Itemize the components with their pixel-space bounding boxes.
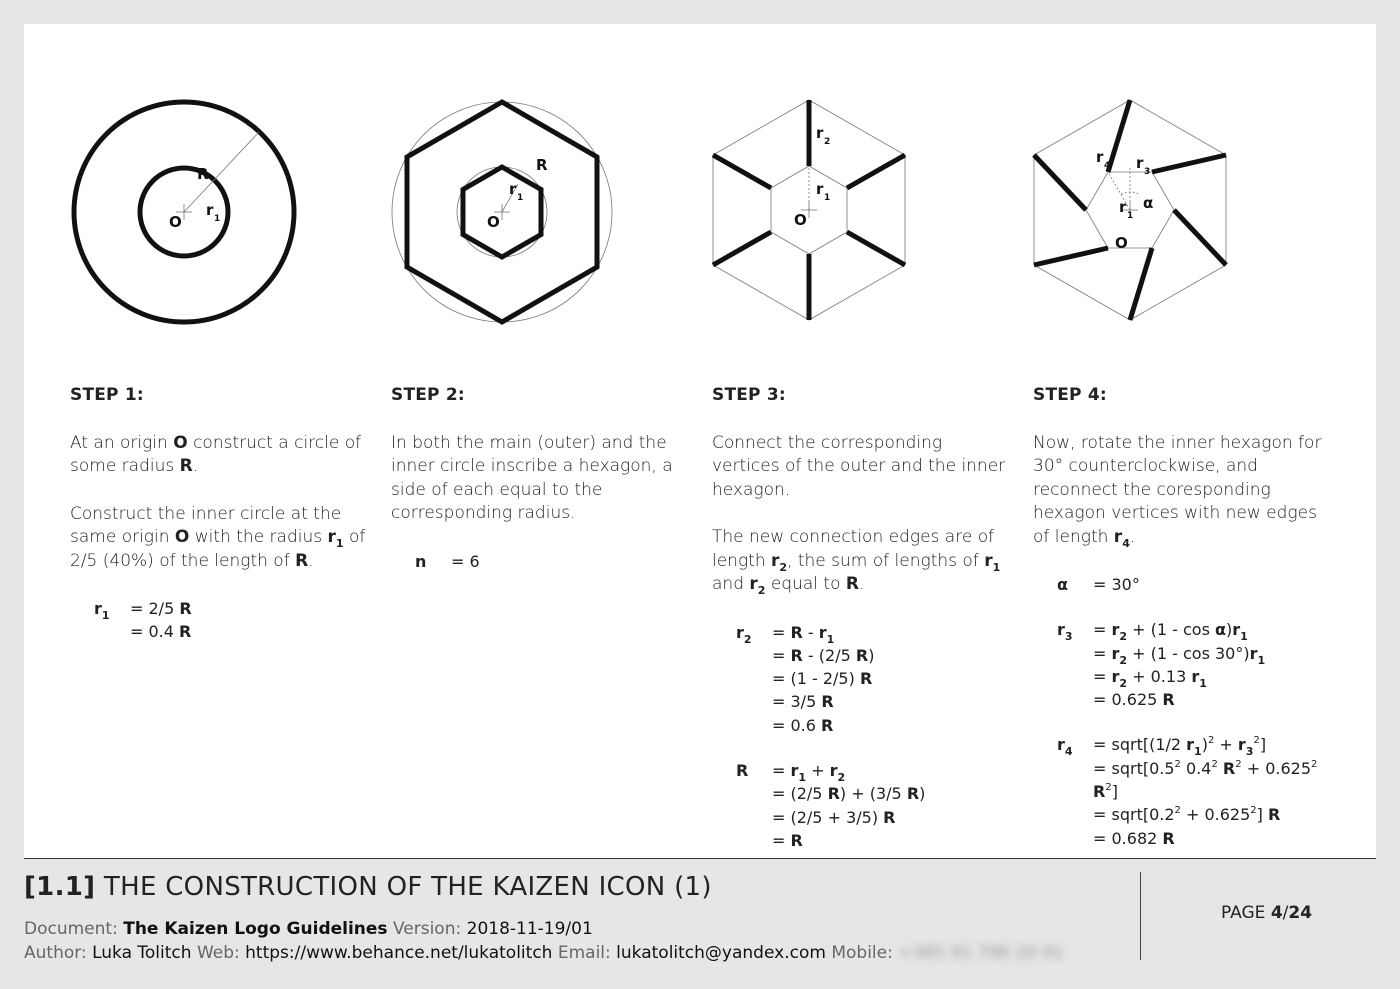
step1-title: STEP 1: xyxy=(70,385,144,405)
step3-equation-r2: $r_2$ = R - $r_1$ = R - (2/5 R) = (1 - 2/5) R = 3/5 R = 0.6 R xyxy=(736,622,875,735)
label-r1: r xyxy=(509,180,517,198)
step1-paragraph-2: Construct the inner circle at the same origin O with the radius $r_1$ of 2/5 (40%) of the length of R. xyxy=(70,503,366,571)
document-page xyxy=(24,24,1376,858)
footer-divider xyxy=(24,858,1376,859)
label-r1: r xyxy=(1119,198,1127,216)
step4-paragraph-1: Now, rotate the inner hexagon for 30° counterclockwise, and reconnect the coresponding hexagon vertices with new edges of length $r_4$. xyxy=(1033,432,1322,550)
label-r2: r xyxy=(816,124,824,142)
step3-paragraph-2: The new connection edges are of length $r_2$, the sum of lengths of $r_1$ and $r_2$ equal to R. xyxy=(712,527,1001,597)
label-R: R xyxy=(536,156,548,174)
label-O: O xyxy=(1115,234,1128,252)
step2-equation-n: n = 6 xyxy=(415,551,480,571)
step4-equation-r3: $r_3$ = $r_2 + (1 - \cos \alpha)r_1$ = $r_2 + (1 - \cos 30^\circ)r_1$ = $r_2 + 0.13$ $r_1$ = 0.625 R xyxy=(1057,620,1266,710)
step2-paragraph-1: In both the main (outer) and the inner circle inscribe a hexagon, a side of each equal to the corresponding radius. xyxy=(391,432,673,523)
label-O: O xyxy=(794,211,807,229)
step3-figure xyxy=(712,100,912,330)
svg-text:1: 1 xyxy=(1127,211,1134,221)
step3-column xyxy=(712,384,1012,874)
label-alpha: α xyxy=(1143,194,1154,212)
document-meta-line: Document: The Kaizen Logo Guidelines Version: 2018-11-19/01 xyxy=(24,919,593,939)
step4-figure xyxy=(1033,100,1233,330)
svg-text:1: 1 xyxy=(214,214,221,224)
step3-equation-R: R = $r_1 + r_2$ = (2/5 R) + (3/5 R) = (2/5 + 3/5) R = R xyxy=(736,760,926,850)
svg-text:3: 3 xyxy=(1144,167,1151,177)
step1-diagram xyxy=(71,100,321,350)
step1-paragraph-1: At an origin O construct a circle of some radius R. xyxy=(70,432,362,476)
step1-column xyxy=(70,384,370,666)
page-title xyxy=(24,872,712,902)
svg-text:2: 2 xyxy=(824,137,831,147)
label-O: O xyxy=(169,213,182,231)
author-meta-line: Author: Luka Tolitch Web: https://www.behance.net/lukatolitch Email: lukatolitch@yandex.com Mobile: +385 91 796 20 91 xyxy=(24,943,1064,963)
step4-diagram xyxy=(1033,100,1233,330)
step3-title: STEP 3: xyxy=(712,385,786,405)
section-number: [1.1] xyxy=(24,872,96,902)
step4-equation-alpha: α = 30° xyxy=(1057,575,1140,594)
document-version: 2018-11-19/01 xyxy=(466,919,593,939)
step4-equation-r4: $r_4$ = sqrt[(1/2 $r_1)^2 + r_3^2$] = $sqrt[0.5^2$ $0.4^2$ $R^2 + 0.625^2$ $R^2$] = $sqrt[0.2^2 + 0.625^2]$ R = 0.682 R xyxy=(1057,735,1318,848)
web-link[interactable]: https://www.behance.net/lukatolitch xyxy=(245,943,553,963)
svg-text:1: 1 xyxy=(824,193,831,203)
section-title: THE CONSTRUCTION OF THE KAIZEN ICON (1) xyxy=(103,872,712,902)
label-R: R xyxy=(197,165,209,183)
svg-text:4: 4 xyxy=(1104,161,1111,171)
step1-figure xyxy=(71,100,321,350)
email-link[interactable]: lukatolitch@yandex.com xyxy=(616,943,826,963)
page-indicator: PAGE 4/24 xyxy=(1221,903,1313,923)
footer-vertical-divider xyxy=(1140,872,1141,960)
step4-title: STEP 4: xyxy=(1033,385,1107,405)
step2-title: STEP 2: xyxy=(391,385,465,405)
step3-paragraph-1: Connect the corresponding vertices of the outer and the inner hexagon. xyxy=(712,432,1006,500)
step2-figure xyxy=(391,100,621,330)
label-r4: r xyxy=(1096,148,1104,166)
step2-column xyxy=(391,384,691,595)
svg-text:1: 1 xyxy=(517,193,524,203)
document-name: The Kaizen Logo Guidelines xyxy=(123,919,388,939)
step2-diagram xyxy=(391,100,621,330)
step1-equation-r1: $r_1$ = 2/5 R = 0.4 R xyxy=(94,599,192,642)
label-O: O xyxy=(487,213,500,231)
step4-column xyxy=(1033,384,1333,872)
label-r1: r xyxy=(206,201,214,219)
label-r1: r xyxy=(816,180,824,198)
author-name: Luka Tolitch xyxy=(92,943,192,963)
step3-diagram xyxy=(712,100,912,330)
mobile-number-redacted: +385 91 796 20 91 xyxy=(898,943,1064,963)
label-r3: r xyxy=(1136,154,1144,172)
